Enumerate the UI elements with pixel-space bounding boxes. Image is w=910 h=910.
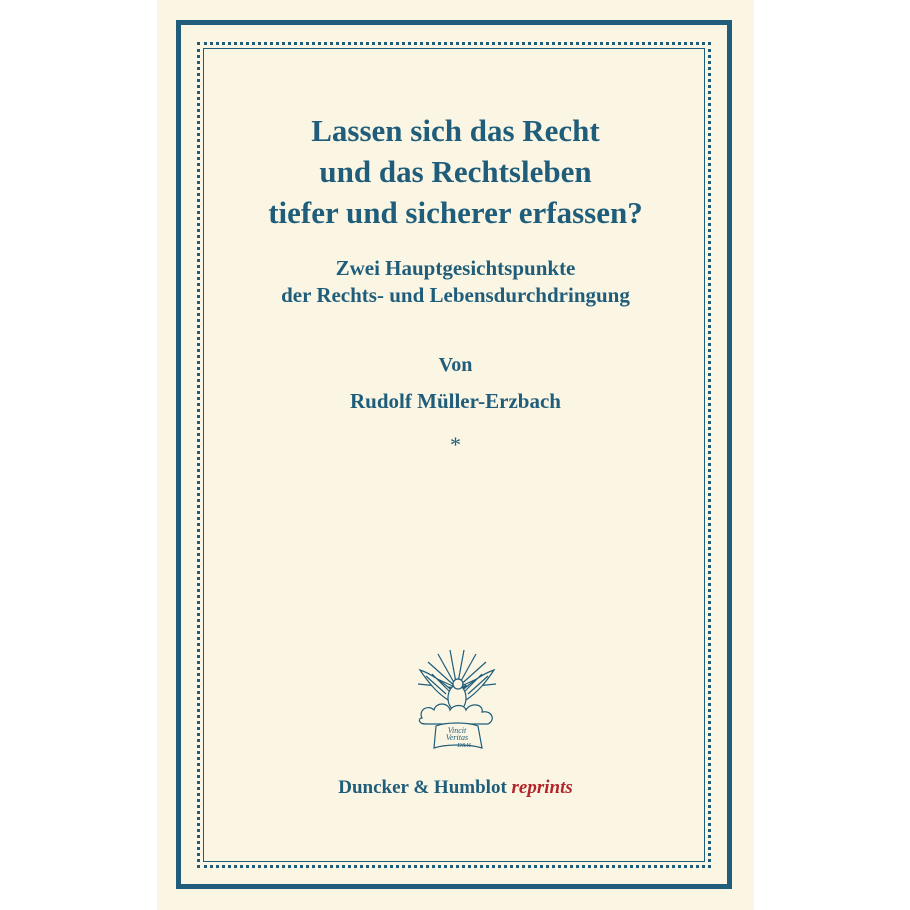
publisher-name: Duncker & Humblot [338, 777, 507, 798]
emblem-text-line: Vincit [447, 726, 467, 735]
publisher-line [157, 776, 754, 800]
book-title [157, 110, 754, 233]
by-label: Von [438, 354, 473, 376]
subtitle-line: Zwei Hauptgesichtspunkte [335, 256, 576, 280]
subtitle-line: der Rechts- und Lebensdurchdringung [281, 283, 630, 307]
emblem-text-line: D&H [457, 743, 471, 749]
title-line: tiefer und sicherer erfassen? [268, 195, 643, 230]
publisher-series: reprints [511, 777, 573, 798]
eagle-emblem-icon [412, 648, 502, 754]
star-ornament: * [450, 432, 461, 457]
title-line: Lassen sich das Recht [311, 113, 600, 148]
emblem-text-line: Veritas [445, 733, 469, 742]
book-subtitle [157, 255, 754, 309]
author-name: Rudolf Müller-Erzbach [350, 389, 561, 413]
title-line: und das Rechtsleben [319, 154, 592, 189]
